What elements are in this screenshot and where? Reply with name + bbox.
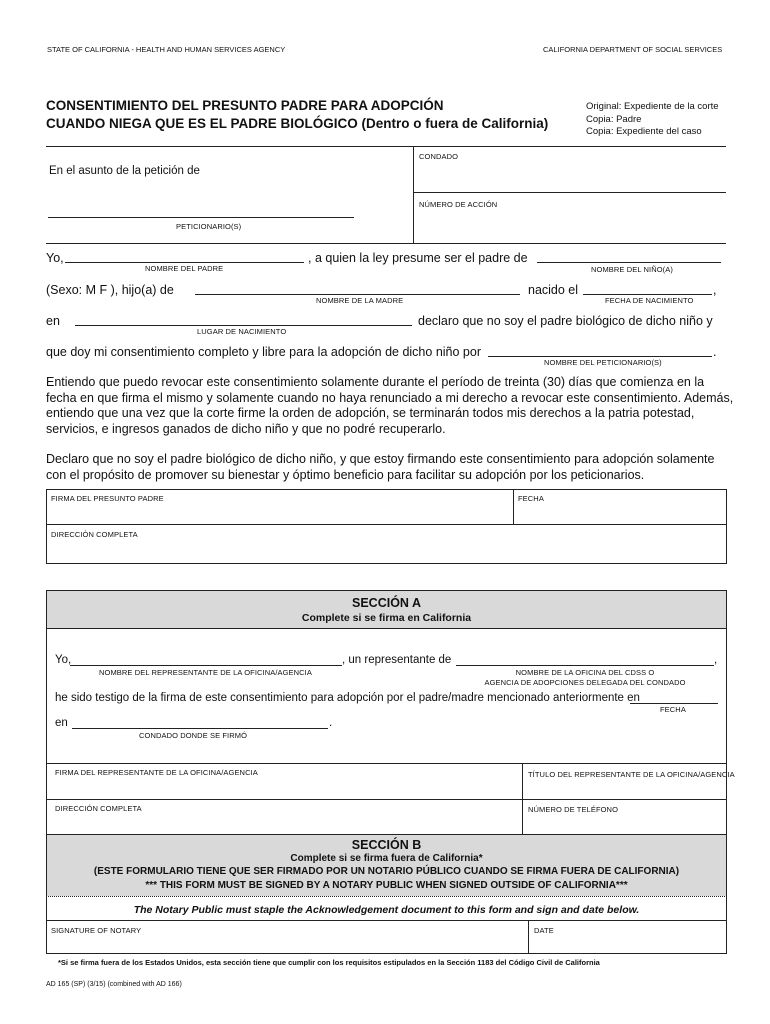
mother-name-field[interactable]: [195, 294, 520, 295]
section-a-subtitle: Complete si se firma en California: [301, 612, 472, 624]
distribution-item: Copia: Padre: [586, 113, 642, 125]
mother-name-label: NOMBRE DE LA MADRE: [316, 296, 404, 305]
declaration-paragraph: [46, 452, 736, 483]
form-title-line2: CUANDO NIEGA QUE ES EL PADRE BIOLÓGICO (Dentro o fuera de California): [46, 116, 549, 131]
rep-name-field[interactable]: [70, 665, 342, 666]
rep-phone-label: NÚMERO DE TELÉFONO: [528, 805, 619, 814]
distribution-list: [586, 101, 719, 139]
father-signature-label: FIRMA DEL PRESUNTO PADRE: [51, 494, 164, 503]
section-a-title: SECCIÓN A: [352, 596, 421, 610]
action-number-label: NÚMERO DE ACCIÓN: [419, 200, 498, 209]
rep-signature-label: FIRMA DEL REPRESENTANTE DE LA OFICINA/AGENCIA: [55, 768, 258, 777]
rep-signature-field[interactable]: [47, 777, 521, 798]
paragraph-line: con el propósito de promover su bienestar y óptimo beneficio para facilitar su adopción por los peticionarios.: [46, 467, 645, 482]
county-label: CONDADO: [419, 152, 459, 161]
rep-name-label: NOMBRE DEL REPRESENTANTE DE LA OFICINA/AGENCIA: [99, 668, 312, 677]
section-a-yo: Yo,: [55, 654, 72, 666]
birth-place-field[interactable]: [75, 325, 412, 326]
child-name-field[interactable]: [537, 262, 721, 263]
section-a-comma: ,: [714, 654, 718, 666]
witness-date-field[interactable]: [630, 703, 718, 704]
rep-title-label: TÍTULO DEL REPRESENTANTE DE LA OFICINA/AGENCIA: [528, 770, 735, 779]
witness-text: he sido testigo de la firma de este consentimiento para adopción por el padre/madre mencionado anteriormente en: [55, 692, 640, 704]
declare-text: declaro que no soy el padre biológico de dicho niño y: [418, 314, 713, 328]
department-header: CALIFORNIA DEPARTMENT OF SOCIAL SERVICES: [543, 45, 723, 54]
section-a-period: .: [329, 717, 333, 729]
born-text: nacido el: [528, 283, 579, 297]
county-signed-label: CONDADO DONDE SE FIRMÓ: [139, 731, 248, 740]
presumed-text: , a quien la ley presume ser el padre de: [308, 251, 528, 265]
birth-date-field[interactable]: [583, 294, 712, 295]
county-field[interactable]: [413, 160, 726, 192]
section-b-title: SECCIÓN B: [351, 838, 422, 852]
father-address-field[interactable]: [47, 540, 726, 563]
notary-note: The Notary Public must staple the Acknowledgement document to this form and sign and date below.: [133, 904, 640, 916]
section-a-representative-text: , un representante de: [342, 654, 452, 666]
comma: ,: [713, 283, 717, 297]
distribution-item: Copia: Expediente del caso: [586, 126, 702, 137]
revocation-paragraph: [46, 375, 736, 437]
paragraph-line: servicios, e ingresos ganados de dicho niño y que no podré recuperarlo.: [46, 421, 446, 436]
father-name-label: NOMBRE DEL PADRE: [145, 264, 224, 273]
paragraph-line: Declaro que no soy el padre biológico de dicho niño, y que estoy firmando este consentimiento para adopción solamente: [46, 452, 715, 466]
consent-text: que doy mi consentimiento completo y libre para la adopción de dicho niño por: [46, 345, 481, 359]
notary-signature-label: SIGNATURE OF NOTARY: [51, 926, 142, 935]
paragraph-line: fecha en que firma el mismo y solamente cuando no haya renunciado a mi derecho a revocar este consentimiento. Además,: [46, 390, 734, 405]
paragraph-line: entiendo que una vez que la corte firme la orden de adopción, se terminarán todos mis derechos a la patria potestad,: [46, 406, 695, 420]
father-date-field[interactable]: [514, 503, 726, 523]
witness-date-label: FECHA: [660, 705, 686, 714]
sex-text: (Sexo: M F ), hijo(a) de: [46, 283, 174, 297]
footnote: *Si se firma fuera de los Estados Unidos, esta sección tiene que cumplir con los requisitos estipulados en la Sección 1183 del Código Civil de California: [58, 958, 600, 967]
petitioners-label: PETICIONARIO(S): [176, 222, 242, 231]
birth-place-label: LUGAR DE NACIMIENTO: [197, 327, 287, 336]
notary-date-field[interactable]: [529, 935, 726, 953]
father-signature-field[interactable]: [47, 503, 512, 523]
en-text: en: [46, 314, 60, 328]
section-a-en: en: [55, 717, 68, 729]
form-id: AD 165 (SP) (3/15) (combined with AD 166): [46, 981, 182, 988]
section-b-line3: *** THIS FORM MUST BE SIGNED BY A NOTARY PUBLIC WHEN SIGNED OUTSIDE OF CALIFORNIA***: [145, 880, 628, 891]
father-name-field[interactable]: [65, 262, 304, 263]
matter-text: En el asunto de la petición de: [49, 165, 200, 177]
petitioner-name-label: NOMBRE DEL PETICIONARIO(S): [544, 358, 662, 367]
yo-text: Yo,: [46, 251, 64, 265]
rep-phone-field[interactable]: [523, 814, 726, 833]
rep-address-field[interactable]: [47, 813, 521, 833]
notary-date-label: DATE: [534, 926, 554, 935]
section-b-line1: Complete si se firma fuera de California*: [290, 853, 483, 864]
child-name-label: NOMBRE DEL NIÑO(A): [591, 265, 673, 274]
period: .: [713, 345, 717, 359]
birth-date-label: FECHA DE NACIMIENTO: [605, 296, 694, 305]
rep-address-label: DIRECCIÓN COMPLETA: [55, 804, 142, 813]
form-title-line1: CONSENTIMIENTO DEL PRESUNTO PADRE PARA ADOPCIÓN: [46, 98, 444, 113]
rep-title-field[interactable]: [523, 779, 726, 798]
county-signed-field[interactable]: [72, 728, 328, 729]
agency-header: STATE OF CALIFORNIA - HEALTH AND HUMAN SERVICES AGENCY: [47, 45, 286, 54]
notary-signature-field[interactable]: [47, 935, 527, 953]
office-name-label-1: NOMBRE DE LA OFICINA DEL CDSS O: [515, 668, 655, 677]
office-name-field[interactable]: [456, 665, 714, 666]
section-b-line2: (ESTE FORMULARIO TIENE QUE SER FIRMADO POR UN NOTARIO PÚBLICO CUANDO SE FIRMA FUERA DE CALIFORNIA): [93, 866, 680, 877]
petitioner-name-field[interactable]: [488, 356, 712, 357]
office-name-label-2: AGENCIA DE ADOPCIONES DELEGADA DEL CONDADO: [484, 678, 686, 687]
petitioners-field[interactable]: [48, 217, 354, 218]
father-address-label: DIRECCIÓN COMPLETA: [51, 530, 138, 539]
action-number-field[interactable]: [413, 208, 726, 243]
father-date-label: FECHA: [518, 494, 544, 503]
distribution-item: Original: Expediente de la corte: [586, 101, 719, 112]
paragraph-line: Entiendo que puedo revocar este consentimiento solamente durante el período de treinta (30) días que comienza en la: [46, 375, 705, 389]
